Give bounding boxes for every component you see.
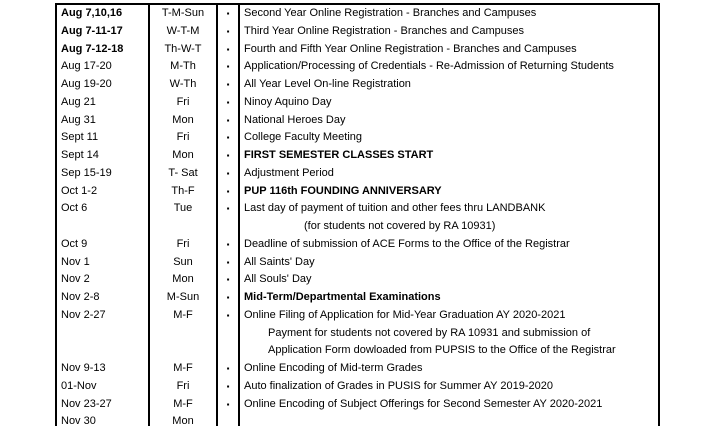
table-row bbox=[57, 183, 658, 201]
bullet-icon: ▪ bbox=[218, 112, 240, 130]
bullet-icon: ▪ bbox=[218, 200, 240, 236]
days-cell: M-F bbox=[150, 360, 218, 378]
days-cell: Tue bbox=[150, 200, 218, 236]
bullet-icon: ▪ bbox=[218, 58, 240, 76]
description-line: FIRST SEMESTER CLASSES START bbox=[244, 149, 434, 161]
days-cell: T-M-Sun bbox=[150, 5, 218, 23]
date-cell: Nov 23-27 bbox=[57, 396, 150, 414]
table-row bbox=[57, 76, 658, 94]
days-cell: Mon bbox=[150, 271, 218, 289]
description-cell bbox=[240, 183, 658, 201]
days-cell: Th-W-T bbox=[150, 41, 218, 59]
description-cell bbox=[240, 94, 658, 112]
bullet-icon: ▪ bbox=[218, 396, 240, 414]
description-cell bbox=[240, 289, 658, 307]
days-cell: Sun bbox=[150, 254, 218, 272]
description-line: (for students not covered by RA 10931) bbox=[304, 220, 496, 232]
description-cell bbox=[240, 396, 658, 414]
date-cell: Sep 15-19 bbox=[57, 165, 150, 183]
description-cell bbox=[240, 378, 658, 396]
table-row bbox=[57, 289, 658, 307]
date-cell: Nov 30 bbox=[57, 413, 150, 426]
table-row bbox=[57, 360, 658, 378]
table-row bbox=[57, 200, 658, 236]
bullet-icon: ▪ bbox=[218, 378, 240, 396]
date-cell: Aug 21 bbox=[57, 94, 150, 112]
table-row bbox=[57, 112, 658, 130]
days-cell: Th-F bbox=[150, 183, 218, 201]
date-cell: Sept 14 bbox=[57, 147, 150, 165]
bullet-icon: ▪ bbox=[218, 360, 240, 378]
table-row bbox=[57, 254, 658, 272]
description-line: All Year Level On-line Registration bbox=[244, 78, 411, 90]
description-cell bbox=[240, 23, 658, 41]
days-cell: W-Th bbox=[150, 76, 218, 94]
description-cell bbox=[240, 271, 658, 289]
days-cell: M-F bbox=[150, 307, 218, 360]
days-cell: Fri bbox=[150, 129, 218, 147]
bullet-icon: ▪ bbox=[218, 165, 240, 183]
days-cell: Fri bbox=[150, 236, 218, 254]
description-cell bbox=[240, 41, 658, 59]
description-cell bbox=[240, 129, 658, 147]
table-row bbox=[57, 94, 658, 112]
description-cell bbox=[240, 112, 658, 130]
date-cell: Aug 7-12-18 bbox=[57, 41, 150, 59]
description-cell bbox=[240, 76, 658, 94]
description-line: Adjustment Period bbox=[244, 166, 334, 179]
bullet-icon: ▪ bbox=[218, 76, 240, 94]
table-row bbox=[57, 396, 658, 414]
bullet-icon: ▪ bbox=[218, 5, 240, 23]
table-row bbox=[57, 236, 658, 254]
days-cell: M-Sun bbox=[150, 289, 218, 307]
days-cell: W-T-M bbox=[150, 23, 218, 41]
date-cell: Oct 1-2 bbox=[57, 183, 150, 201]
days-cell: M-Th bbox=[150, 58, 218, 76]
date-cell: Aug 19-20 bbox=[57, 76, 150, 94]
description-cell bbox=[240, 236, 658, 254]
description-cell bbox=[240, 413, 658, 426]
description-line: Online Filing of Application for Mid-Year Graduation AY 2020-2021 bbox=[244, 308, 566, 321]
date-cell: Nov 2-8 bbox=[57, 289, 150, 307]
date-cell: Sept 11 bbox=[57, 129, 150, 147]
table-row bbox=[57, 129, 658, 147]
bullet-icon: ▪ bbox=[218, 23, 240, 41]
description-line: All Saints' Day bbox=[244, 255, 315, 268]
description-line: Fourth and Fifth Year Online Registration - Branches and Campuses bbox=[244, 42, 577, 55]
bullet-icon: ▪ bbox=[218, 307, 240, 360]
date-cell: Aug 7,10,16 bbox=[57, 5, 150, 23]
description-line: Last day of payment of tuition and other fees thru LANDBANK bbox=[244, 202, 546, 215]
date-cell: Aug 17-20 bbox=[57, 58, 150, 76]
bullet-icon: ▪ bbox=[218, 183, 240, 201]
table-row bbox=[57, 165, 658, 183]
description-line: Auto finalization of Grades in PUSIS for Summer AY 2019-2020 bbox=[244, 379, 553, 392]
date-cell: Nov 9-13 bbox=[57, 360, 150, 378]
bullet-icon: ▪ bbox=[218, 41, 240, 59]
table-row bbox=[57, 58, 658, 76]
date-cell: Oct 6 bbox=[57, 200, 150, 236]
date-cell: Nov 2-27 bbox=[57, 307, 150, 360]
description-line: Application Form dowloaded from PUPSIS to the Office of the Registrar bbox=[268, 344, 616, 357]
description-cell bbox=[240, 254, 658, 272]
bullet-icon bbox=[218, 413, 240, 426]
table-row bbox=[57, 413, 658, 426]
description-line: Deadline of submission of ACE Forms to the Office of the Registrar bbox=[244, 237, 570, 250]
bullet-icon: ▪ bbox=[218, 236, 240, 254]
bullet-icon: ▪ bbox=[218, 147, 240, 165]
days-cell: M-F bbox=[150, 396, 218, 414]
date-cell: Oct 9 bbox=[57, 236, 150, 254]
bullet-icon: ▪ bbox=[218, 94, 240, 112]
table-row bbox=[57, 271, 658, 289]
table-row bbox=[57, 147, 658, 165]
date-cell: 01-Nov bbox=[57, 378, 150, 396]
description-line: Online Encoding of Mid-term Grades bbox=[244, 362, 423, 374]
description-cell bbox=[240, 165, 658, 183]
bullet-icon: ▪ bbox=[218, 289, 240, 307]
description-line: Application/Processing of Credentials - Re-Admission of Returning Students bbox=[244, 60, 614, 73]
description-cell bbox=[240, 147, 658, 165]
days-cell: T- Sat bbox=[150, 165, 218, 183]
table-row bbox=[57, 378, 658, 396]
description-line: Payment for students not covered by RA 10931 and submission of bbox=[268, 326, 591, 339]
description-line: National Heroes Day bbox=[244, 113, 346, 126]
description-line: Ninoy Aquino Day bbox=[244, 95, 332, 108]
table-row bbox=[57, 23, 658, 41]
description-line: PUP 116th FOUNDING ANNIVERSARY bbox=[244, 184, 442, 197]
description-line: College Faculty Meeting bbox=[244, 131, 363, 144]
date-cell: Nov 1 bbox=[57, 254, 150, 272]
description-cell bbox=[240, 200, 658, 236]
description-cell bbox=[240, 307, 658, 360]
description-line: Online Encoding of Subject Offerings for Second Semester AY 2020-2021 bbox=[244, 397, 603, 410]
academic-calendar-table bbox=[55, 3, 660, 426]
description-line: Mid-Term/Departmental Examinations bbox=[244, 291, 441, 303]
days-cell: Fri bbox=[150, 378, 218, 396]
days-cell: Mon bbox=[150, 112, 218, 130]
description-cell bbox=[240, 58, 658, 76]
description-line: All Souls' Day bbox=[244, 273, 312, 286]
days-cell: Mon bbox=[150, 147, 218, 165]
date-cell: Aug 7-11-17 bbox=[57, 23, 150, 41]
table-row bbox=[57, 5, 658, 23]
days-cell: Fri bbox=[150, 94, 218, 112]
bullet-icon: ▪ bbox=[218, 271, 240, 289]
bullet-icon: ▪ bbox=[218, 129, 240, 147]
date-cell: Nov 2 bbox=[57, 271, 150, 289]
days-cell: Mon bbox=[150, 413, 218, 426]
description-cell bbox=[240, 360, 658, 378]
table-row bbox=[57, 41, 658, 59]
date-cell: Aug 31 bbox=[57, 112, 150, 130]
description-line: Third Year Online Registration - Branches and Campuses bbox=[244, 24, 525, 37]
description-line: Second Year Online Registration - Branches and Campuses bbox=[244, 7, 537, 19]
table-row bbox=[57, 307, 658, 360]
bullet-icon: ▪ bbox=[218, 254, 240, 272]
description-cell bbox=[240, 5, 658, 23]
